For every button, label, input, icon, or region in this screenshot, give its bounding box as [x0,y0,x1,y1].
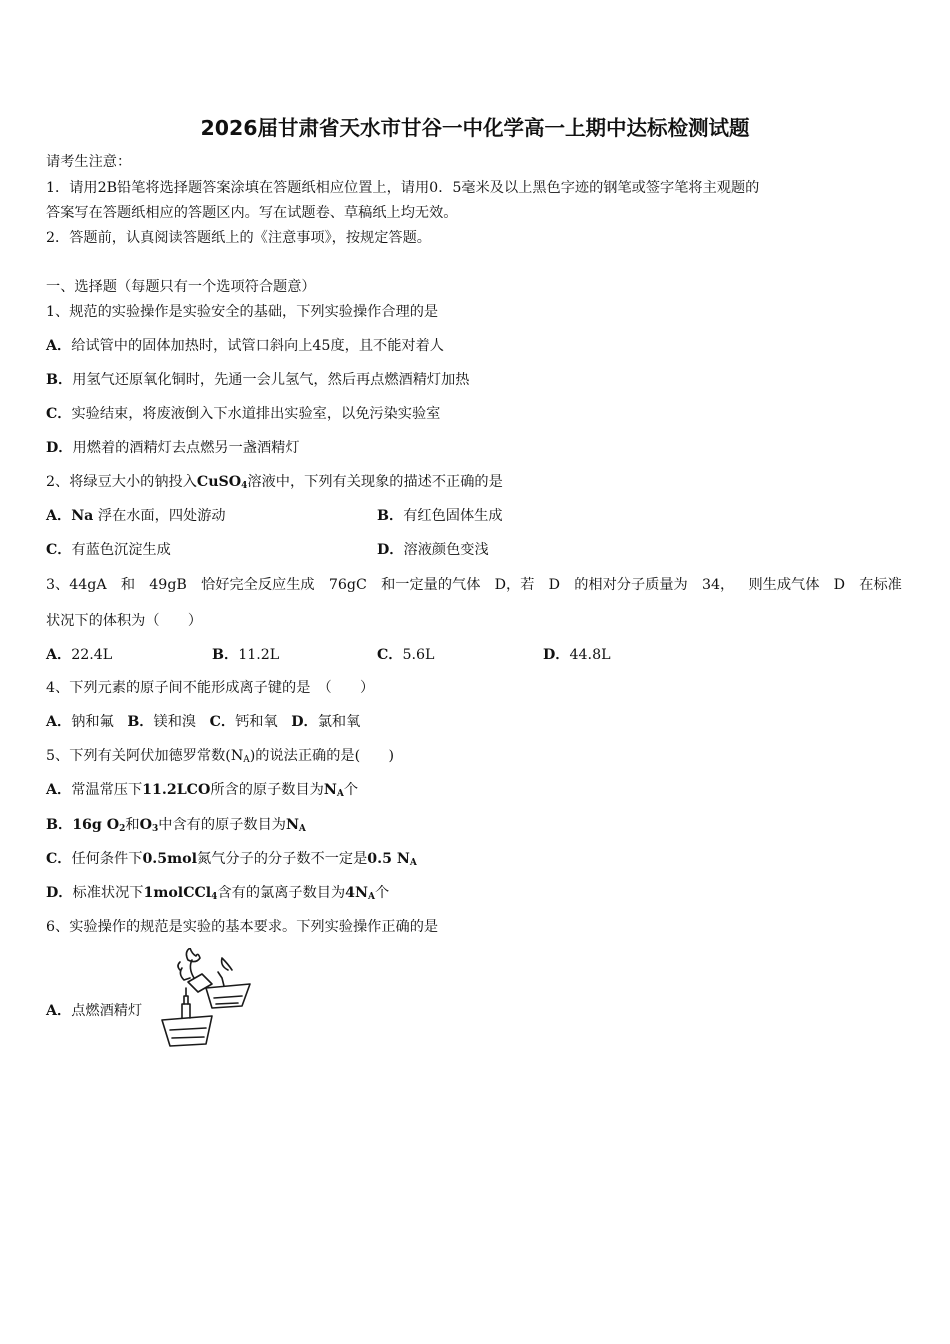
q3-stem-part: 34， [701,577,735,593]
option-text: 实验结束，将废液倒入下水道排出实验室，以免污染实验室 [71,406,441,422]
option-label: D． [46,885,73,901]
q3-option-a [46,645,112,665]
option-text: 44.8L [569,647,611,663]
option-label: A． [46,714,72,730]
option-label: C． [46,406,72,422]
opt-part: 含有的氯离子数目为 [217,885,346,901]
q3-stem-part: 的相对分子质量为 [574,577,688,593]
q2-formula-sub: 4 [241,481,248,491]
option-text: 给试管中的固体加热时，试管口斜向上45度，且不能对着人 [71,338,444,354]
opt-sub: 3 [151,824,159,834]
q5-stem-sub: A [243,755,250,765]
opt-part: 4N [345,885,368,901]
q1-option-d [46,438,300,458]
option-label: B． [212,647,239,663]
option-text: 溶液颜色变浅 [403,542,489,558]
opt-part: 中含有的原子数目为 [158,817,286,833]
option-label: B． [46,817,73,833]
option-label: D． [377,542,404,558]
q3-stem-part: 3、44gA [46,577,107,593]
opt-part: 氮气分子的分子数不一定是 [197,851,368,867]
q2-stem-a: 2、将绿豆大小的钠投入 [46,474,197,490]
option-label: A． [46,782,72,798]
q4-stem: 4、下列元素的原子间不能形成离子键的是 （ ） [46,680,375,696]
q1-stem: 1、规范的实验操作是实验安全的基础，下列实验操作合理的是 [46,304,439,320]
q6-stem: 6、实验操作的规范是实验的基本要求。下列实验操作正确的是 [46,919,439,935]
opt-sub: A [367,892,375,902]
option-text: 有红色固体生成 [403,508,503,524]
q3-stem-part: 和一定量的气体 [381,577,481,593]
option-label: B． [377,508,404,524]
q2-option-c [46,540,171,560]
q3-stem-part: 恰好完全反应生成 [201,577,315,593]
opt-part: 个 [374,885,390,901]
notice-heading: 请考生注意： [46,154,132,170]
option-label: A． [46,647,72,663]
option-label: C． [209,714,236,730]
q3-stem-part: D [833,577,846,593]
option-text: 点燃酒精灯 [71,1003,143,1019]
option-label: A． [46,1003,72,1019]
q3-stem-part: D，若 [494,577,535,593]
q2-option-d [377,540,489,560]
option-text: 浮在水面，四处游动 [97,508,226,524]
q3-option-d [543,645,611,665]
option-label: C． [46,542,72,558]
option-label: D． [291,714,318,730]
q1-option-b [46,370,469,390]
q4-option-b: 镁和溴 [153,714,197,730]
q6-option-a [46,1001,142,1021]
q4-option-a: 钠和氟 [71,714,114,730]
option-label: A． [46,508,72,524]
option-na: Na [71,508,94,524]
q5-option-d [46,883,389,907]
q3-stem-part: 49gB [149,577,187,593]
opt-part: N [285,817,299,833]
q3-option-b [212,645,279,665]
opt-sub: A [336,789,344,799]
q3-stem-part: D [548,577,560,593]
option-label: C． [377,647,403,663]
opt-part: 1molCCl [143,885,212,901]
option-label: D． [543,647,570,663]
option-text: 11.2L [238,647,280,663]
option-label: A． [46,338,72,354]
q5-stem-b: )的说法正确的是( ) [249,748,395,764]
opt-part: 0.5 N [367,851,410,867]
opt-sub: 2 [119,824,126,834]
q2-stem [46,472,503,496]
option-text: 22.4L [71,647,113,663]
opt-part: 标准状况下 [72,885,144,901]
opt-sub: 4 [211,892,218,902]
q5-stem [46,746,394,770]
option-text: 用燃着的酒精灯去点燃另一盏酒精灯 [72,440,300,456]
q2-option-a [46,506,226,526]
section-heading: 一、选择题（每题只有一个选项符合题意） [46,279,316,295]
q3-option-c [377,645,434,665]
opt-part: O [139,817,152,833]
opt-sub: A [409,858,417,868]
opt-part: 和 [125,817,140,833]
q3-stem [46,575,902,595]
q3-stem-part: 和 [120,577,136,593]
option-label: C． [46,851,72,867]
q2-option-b [377,506,503,526]
q4-option-c: 钙和氧 [235,714,278,730]
q5-option-b [46,815,306,839]
notice-line-1: 1．请用2B铅笔将选择题答案涂填在答题纸相应位置上，请用0．5毫米及以上黑色字迹的钢笔或签字笔将主观题的 [46,180,760,196]
q4-option-d: 氯和氧 [317,714,361,730]
opt-part: 11.2LCO [142,782,211,798]
opt-part: 所含的原子数目为 [210,782,324,798]
opt-sub: A [298,824,306,834]
q3-stem-part: 在标准 [859,577,902,593]
opt-part: 0.5mol [142,851,197,867]
q1-option-a [46,336,444,356]
opt-part: 任何条件下 [71,851,143,867]
option-text: 有蓝色沉淀生成 [71,542,171,558]
opt-part: 16g O [72,817,120,833]
q3-stem-part: 76gC [328,577,367,593]
page-title: 2026届甘肃省天水市甘谷一中化学高一上期中达标检测试题 [200,116,750,140]
option-label: D． [46,440,73,456]
option-text: 5.6L [402,647,435,663]
option-label: B． [127,714,154,730]
opt-part: N [323,782,337,798]
q5-stem-a: 5、下列有关阿伏加德罗常数(N [46,748,244,764]
q4-options [46,712,360,732]
opt-part: 个 [343,782,359,798]
option-text: 用氢气还原氧化铜时，先通一会儿氢气，然后再点燃酒精灯加热 [72,372,470,388]
q3-stem-line-2: 状况下的体积为（ ） [46,613,203,629]
q1-option-c [46,404,440,424]
option-label: B． [46,372,73,388]
q2-stem-b: 溶液中，下列有关现象的描述不正确的是 [247,474,503,490]
alcohol-lamp-lighting-figure [158,948,254,1052]
notice-line-2: 2．答题前，认真阅读答题纸上的《注意事项》，按规定答题。 [46,230,431,246]
q5-option-a [46,780,358,804]
notice-line-1-cont: 答案写在答题纸相应的答题区内。写在试题卷、草稿纸上均无效。 [46,205,458,221]
opt-part: 常温常压下 [71,782,143,798]
q3-stem-part: 则生成气体 [748,577,820,593]
q5-option-c [46,849,417,873]
q2-formula: CuSO [196,474,242,490]
